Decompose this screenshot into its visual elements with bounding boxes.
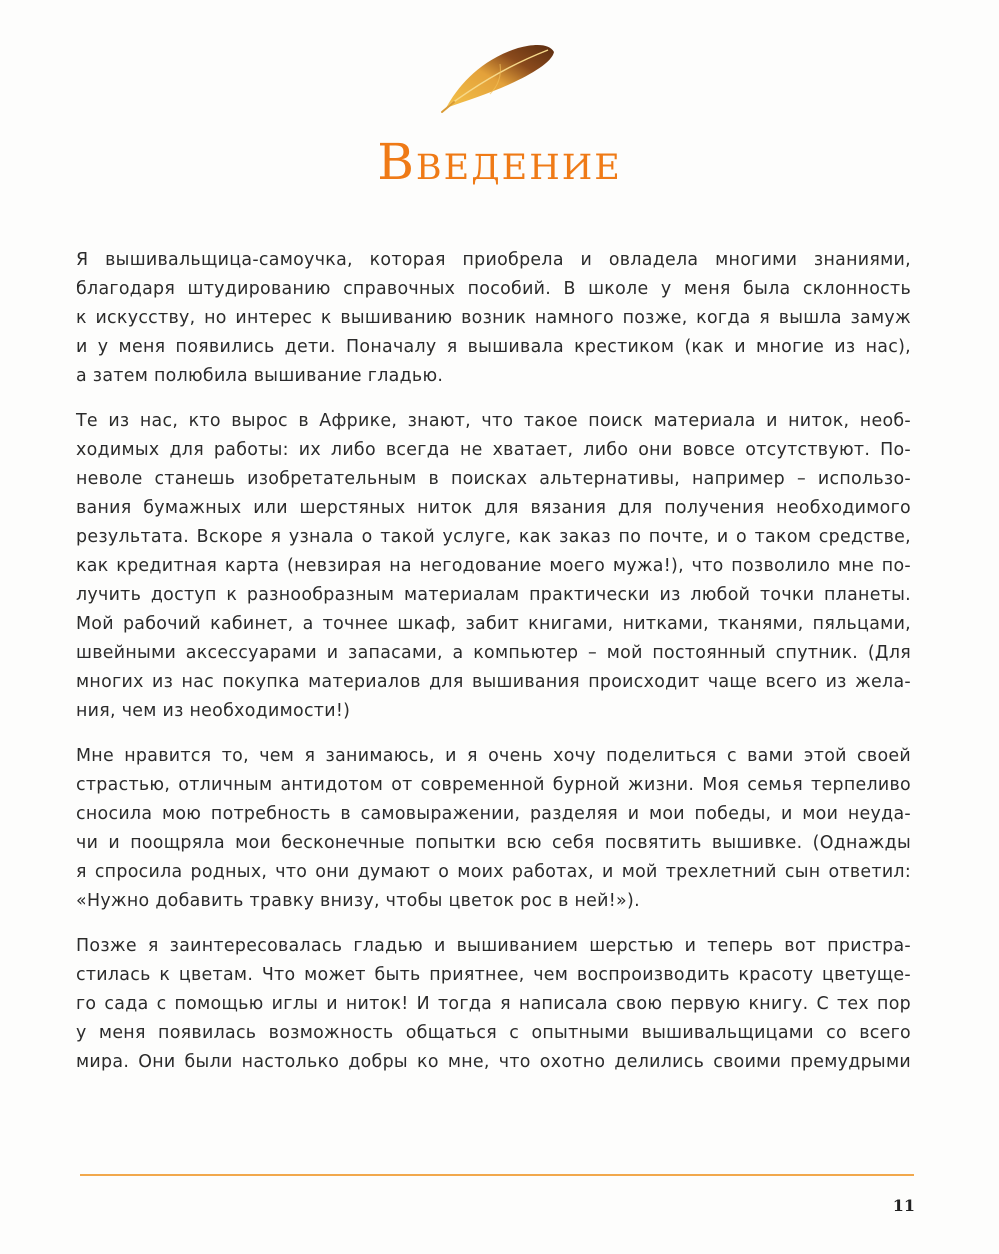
text-line: а затем полюбила вышивание гладью. bbox=[76, 366, 444, 386]
text-line: Я вышивальщица-самоучка, которая приобрела и овладела многими знаниями, bbox=[76, 250, 911, 270]
text-line: Мой рабочий кабинет, а точнее шкаф, забит книгами, нитками, тканями, пяльцами, bbox=[76, 614, 911, 634]
text-line: Позже я заинтересовалась гладью и вышиванием шерстью и теперь вот пристра- bbox=[76, 936, 911, 956]
text-line: ния, чем из необходимости!) bbox=[76, 701, 351, 721]
text-line: лучить доступ к разнообразным материалам практически из любой точки планеты. bbox=[76, 585, 911, 605]
body-text bbox=[76, 246, 911, 1093]
text-line: го сада с помощью иглы и ниток! И тогда я написала свою первую книгу. С тех пор bbox=[76, 994, 911, 1014]
text-line: мира. Они были настолько добры ко мне, что охотно делились своими премудрыми bbox=[76, 1052, 911, 1072]
text-line: неволе станешь изобретательным в поисках альтернативы, например – использо- bbox=[76, 469, 911, 489]
paragraph-4 bbox=[76, 932, 911, 1077]
text-line: многих из нас покупка материалов для вышивания происходит чаще всего из жела- bbox=[76, 672, 911, 692]
feather-icon bbox=[440, 38, 558, 114]
text-line: Мне нравится то, чем я занимаюсь, и я очень хочу поделиться с вами этой своей bbox=[76, 746, 911, 766]
text-line: и у меня появились дети. Поначалу я вышивала крестиком (как и многие из нас), bbox=[76, 337, 911, 357]
paragraph-3 bbox=[76, 742, 911, 916]
page-title: Введение bbox=[377, 133, 622, 191]
paragraph-2 bbox=[76, 407, 911, 726]
text-line: швейными аксессуарами и запасами, а компьютер – мой постоянный спутник. (Для bbox=[76, 643, 911, 663]
text-line: результата. Вскоре я узнала о такой услуге, как заказ по почте, и о таком средстве, bbox=[76, 527, 911, 547]
paragraph-1 bbox=[76, 246, 911, 391]
text-line: у меня появилась возможность общаться с опытными вышивальщицами со всего bbox=[76, 1023, 911, 1043]
text-line: вания бумажных или шерстяных ниток для вязания для получения необходимого bbox=[76, 498, 911, 518]
text-line: я спросила родных, что они думают о моих работах, и мой трехлетний сын ответил: bbox=[76, 862, 911, 882]
text-line: Те из нас, кто вырос в Африке, знают, что такое поиск материала и ниток, необ- bbox=[76, 411, 911, 431]
page-number: 11 bbox=[892, 1196, 915, 1215]
text-line: ходимых для работы: их либо всегда не хватает, либо они вовсе отсутствуют. По- bbox=[76, 440, 911, 460]
text-line: «Нужно добавить травку внизу, чтобы цветок рос в ней!»). bbox=[76, 891, 640, 911]
text-line: к искусству, но интерес к вышиванию возник намного позже, когда я вышла замуж bbox=[76, 308, 911, 328]
text-line: страстью, отличным антидотом от современной бурной жизни. Моя семья терпеливо bbox=[76, 775, 911, 795]
footer-divider bbox=[80, 1174, 914, 1176]
text-line: как кредитная карта (невзирая на негодование моего мужа!), что позволило мне по- bbox=[76, 556, 911, 576]
text-line: сносила мою потребность в самовыражении, разделяя и мои победы, и мои неуда- bbox=[76, 804, 911, 824]
text-line: чи и поощряла мои бесконечные попытки всю себя посвятить вышивке. (Однажды bbox=[76, 833, 911, 853]
text-line: стилась к цветам. Что может быть приятнее, чем воспроизводить красоту цветуще- bbox=[76, 965, 911, 985]
text-line: благодаря штудированию справочных пособий. В школе у меня была склонность bbox=[76, 279, 911, 299]
